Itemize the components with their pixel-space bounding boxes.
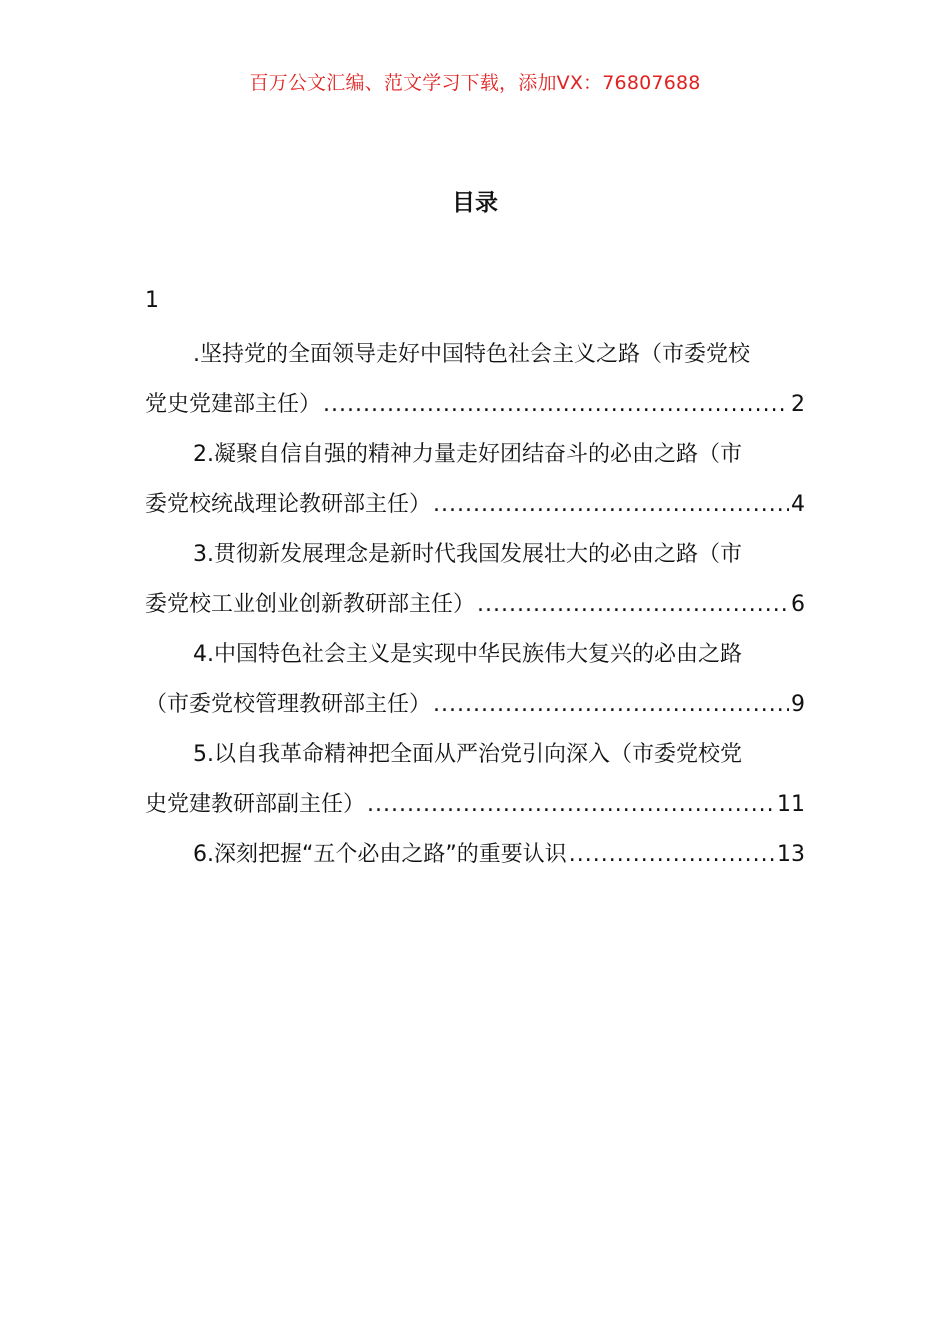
toc-entry-title: .坚持党的全面领导走好中国特色社会主义之路（市委党校 <box>193 342 750 367</box>
page-title: 目录 <box>452 190 498 216</box>
toc-entry-title-cont: （市委党校管理教研部主任） <box>145 692 432 717</box>
toc-entry-title: 2.凝聚自信自强的精神力量走好团结奋斗的必由之路（市 <box>193 442 742 467</box>
dot-leader <box>323 380 789 430</box>
stray-number: 1 <box>145 288 159 313</box>
toc-entry-1[interactable] <box>145 330 805 430</box>
toc-entry-title: 3.贯彻新发展理念是新时代我国发展壮大的必由之路（市 <box>193 542 742 567</box>
dot-leader <box>433 680 789 730</box>
toc-page-number: 11 <box>777 792 805 817</box>
dot-leader <box>367 780 775 830</box>
toc-entry-2[interactable] <box>145 430 805 530</box>
toc-entry-3[interactable] <box>145 530 805 630</box>
toc-entry-title-cont: 史党建教研部副主任） <box>145 792 366 817</box>
header-note: 百万公文汇编、范文学习下载，添加VX：76807688 <box>249 72 701 94</box>
toc-page-number: 13 <box>777 842 805 867</box>
dot-leader <box>569 830 775 880</box>
toc-entry-title: 4.中国特色社会主义是实现中华民族伟大复兴的必由之路 <box>193 642 742 667</box>
toc-entry-5[interactable] <box>145 730 805 830</box>
toc-page-number: 4 <box>791 492 805 517</box>
dot-leader <box>433 480 789 530</box>
toc-entry-title: 5.以自我革命精神把全面从严治党引向深入（市委党校党 <box>193 742 742 767</box>
toc-entry-title: 6.深刻把握“五个必由之路”的重要认识 <box>193 842 567 867</box>
toc-list <box>145 280 805 880</box>
toc-page-number: 6 <box>791 592 805 617</box>
toc-entry-title-cont: 党史党建部主任） <box>145 392 322 417</box>
toc-entry-6[interactable] <box>145 830 805 880</box>
toc-entry-title-cont: 委党校工业创业创新教研部主任） <box>145 592 476 617</box>
toc-page-number: 9 <box>791 692 805 717</box>
dot-leader <box>477 580 789 630</box>
toc-entry-title-cont: 委党校统战理论教研部主任） <box>145 492 432 517</box>
toc-entry-4[interactable] <box>145 630 805 730</box>
toc-page-number: 2 <box>791 392 805 417</box>
